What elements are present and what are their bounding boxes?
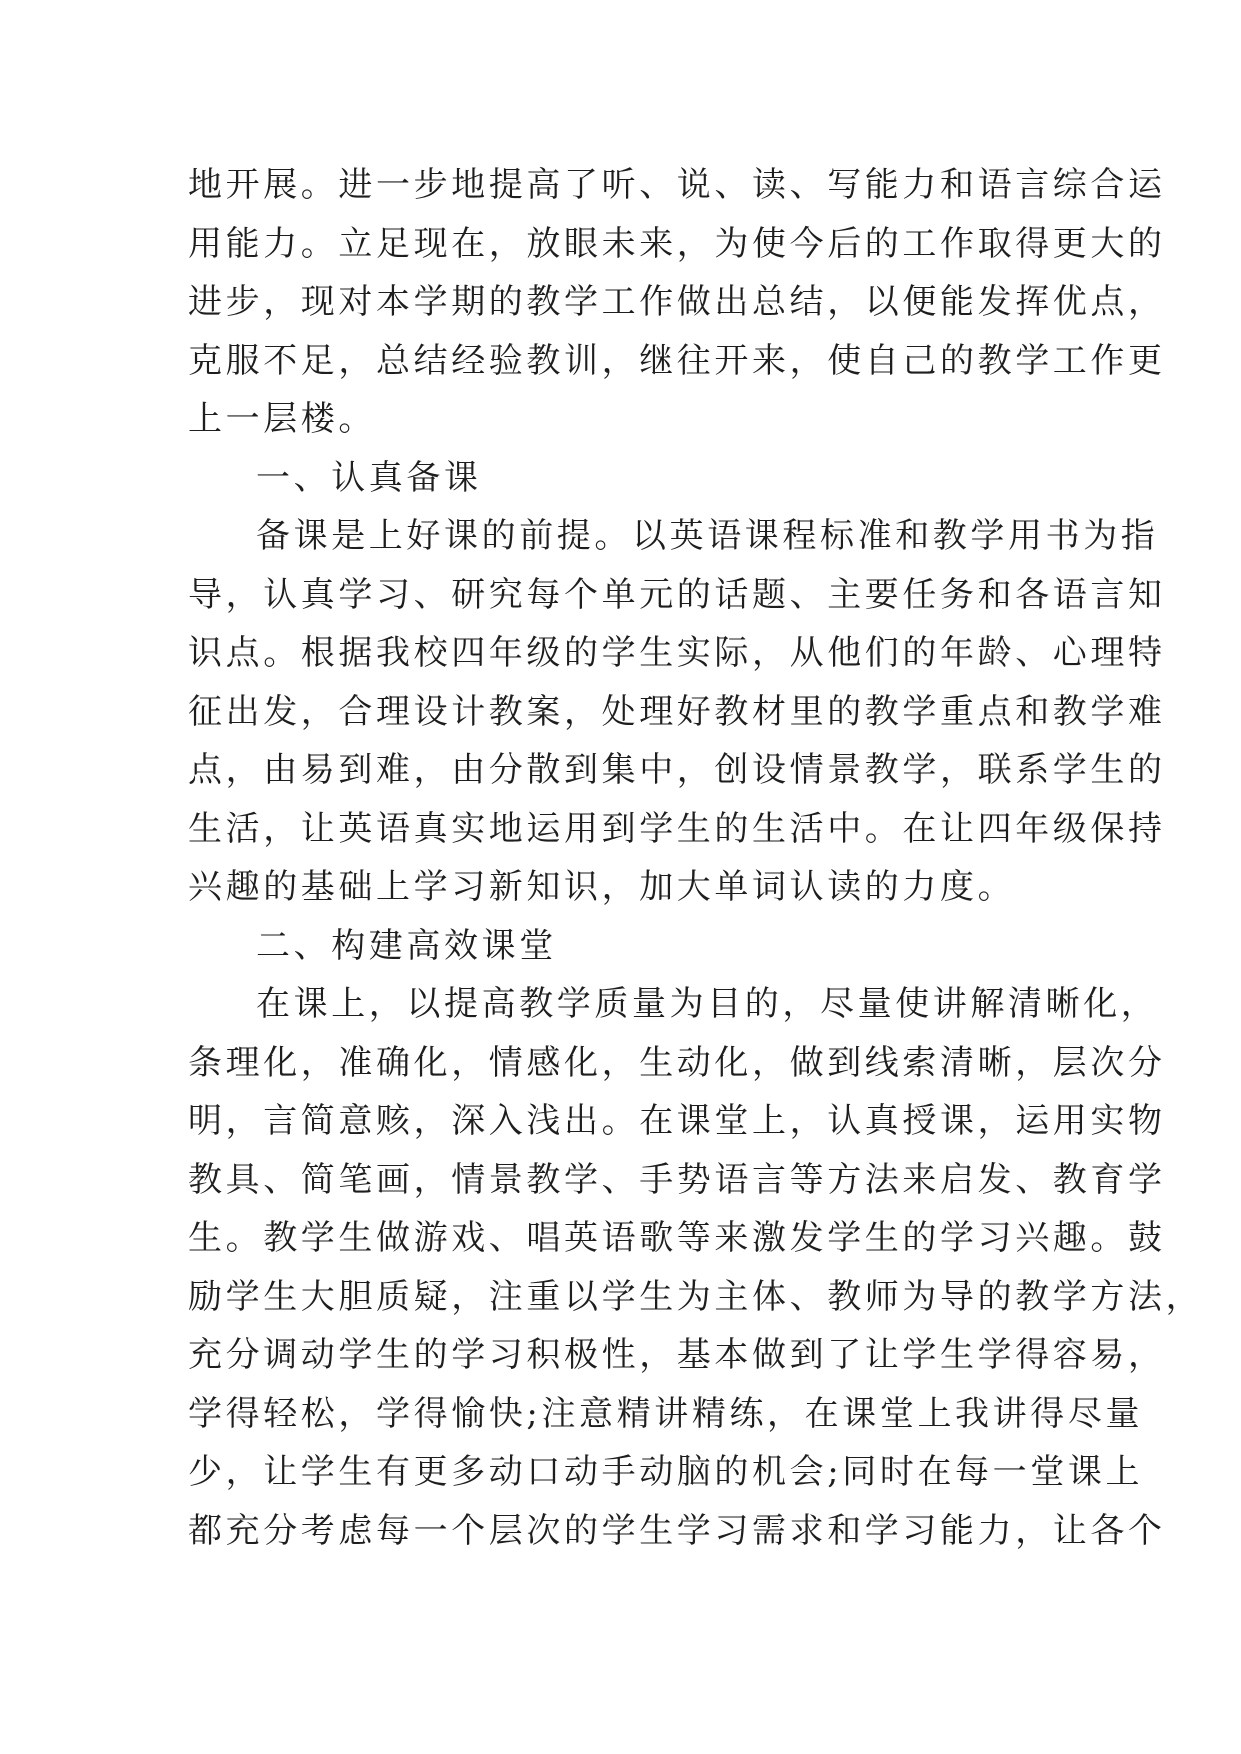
text-line: 点，由易到难，由分散到集中，创设情景教学，联系学生的 [188, 750, 1166, 790]
section-heading-1: 一、认真备课 [256, 457, 482, 498]
text-line: 励学生大胆质疑，注重以学生为主体、教师为导的教学方法， [188, 1276, 1204, 1317]
paragraph-start: 在课上，以提高教学质量为目的，尽量使讲解清晰化， [256, 984, 1159, 1024]
text-line: 识点。根据我校四年级的学生实际，从他们的年龄、心理特 [188, 633, 1166, 673]
text-line: 地开展。进一步地提高了听、说、读、写能力和语言综合运 [188, 165, 1166, 205]
text-line: 克服不足，总结经验教训，继往开来，使自己的教学工作更 [188, 340, 1166, 381]
text-line: 上一层楼。 [188, 399, 376, 439]
text-line: 都充分考虑每一个层次的学生学习需求和学习能力，让各个 [188, 1510, 1166, 1551]
text-line: 用能力。立足现在，放眼未来，为使今后的工作取得更大的 [188, 223, 1166, 264]
text-line: 征出发，合理设计教案，处理好教材里的教学重点和教学难 [188, 691, 1166, 732]
text-line: 进步，现对本学期的教学工作做出总结，以便能发挥优点， [188, 282, 1166, 322]
paragraph-start: 备课是上好课的前提。以英语课程标准和教学用书为指 [256, 516, 1159, 556]
document-body [188, 156, 1204, 1560]
text-line: 教具、简笔画，情景教学、手势语言等方法来启发、教育学 [188, 1159, 1166, 1200]
text-line: 导，认真学习、研究每个单元的话题、主要任务和各语言知 [188, 574, 1166, 615]
text-line: 充分调动学生的学习积极性，基本做到了让学生学得容易， [188, 1335, 1166, 1375]
text-line: 少，让学生有更多动口动手动脑的机会;同时在每一堂课上 [188, 1452, 1144, 1492]
text-line: 生。教学生做游戏、唱英语歌等来激发学生的学习兴趣。鼓 [188, 1218, 1166, 1258]
text-line: 条理化，准确化，情感化，生动化，做到线索清晰，层次分 [188, 1042, 1166, 1083]
text-line: 学得轻松，学得愉快;注意精讲精练，在课堂上我讲得尽量 [188, 1393, 1144, 1434]
text-line: 明，言简意赅，深入浅出。在课堂上，认真授课，运用实物 [188, 1101, 1166, 1141]
section-heading-2: 二、构建高效课堂 [256, 925, 557, 966]
text-line: 生活，让英语真实地运用到学生的生活中。在让四年级保持 [188, 808, 1166, 849]
text-line: 兴趣的基础上学习新知识，加大单词认读的力度。 [188, 867, 1016, 907]
